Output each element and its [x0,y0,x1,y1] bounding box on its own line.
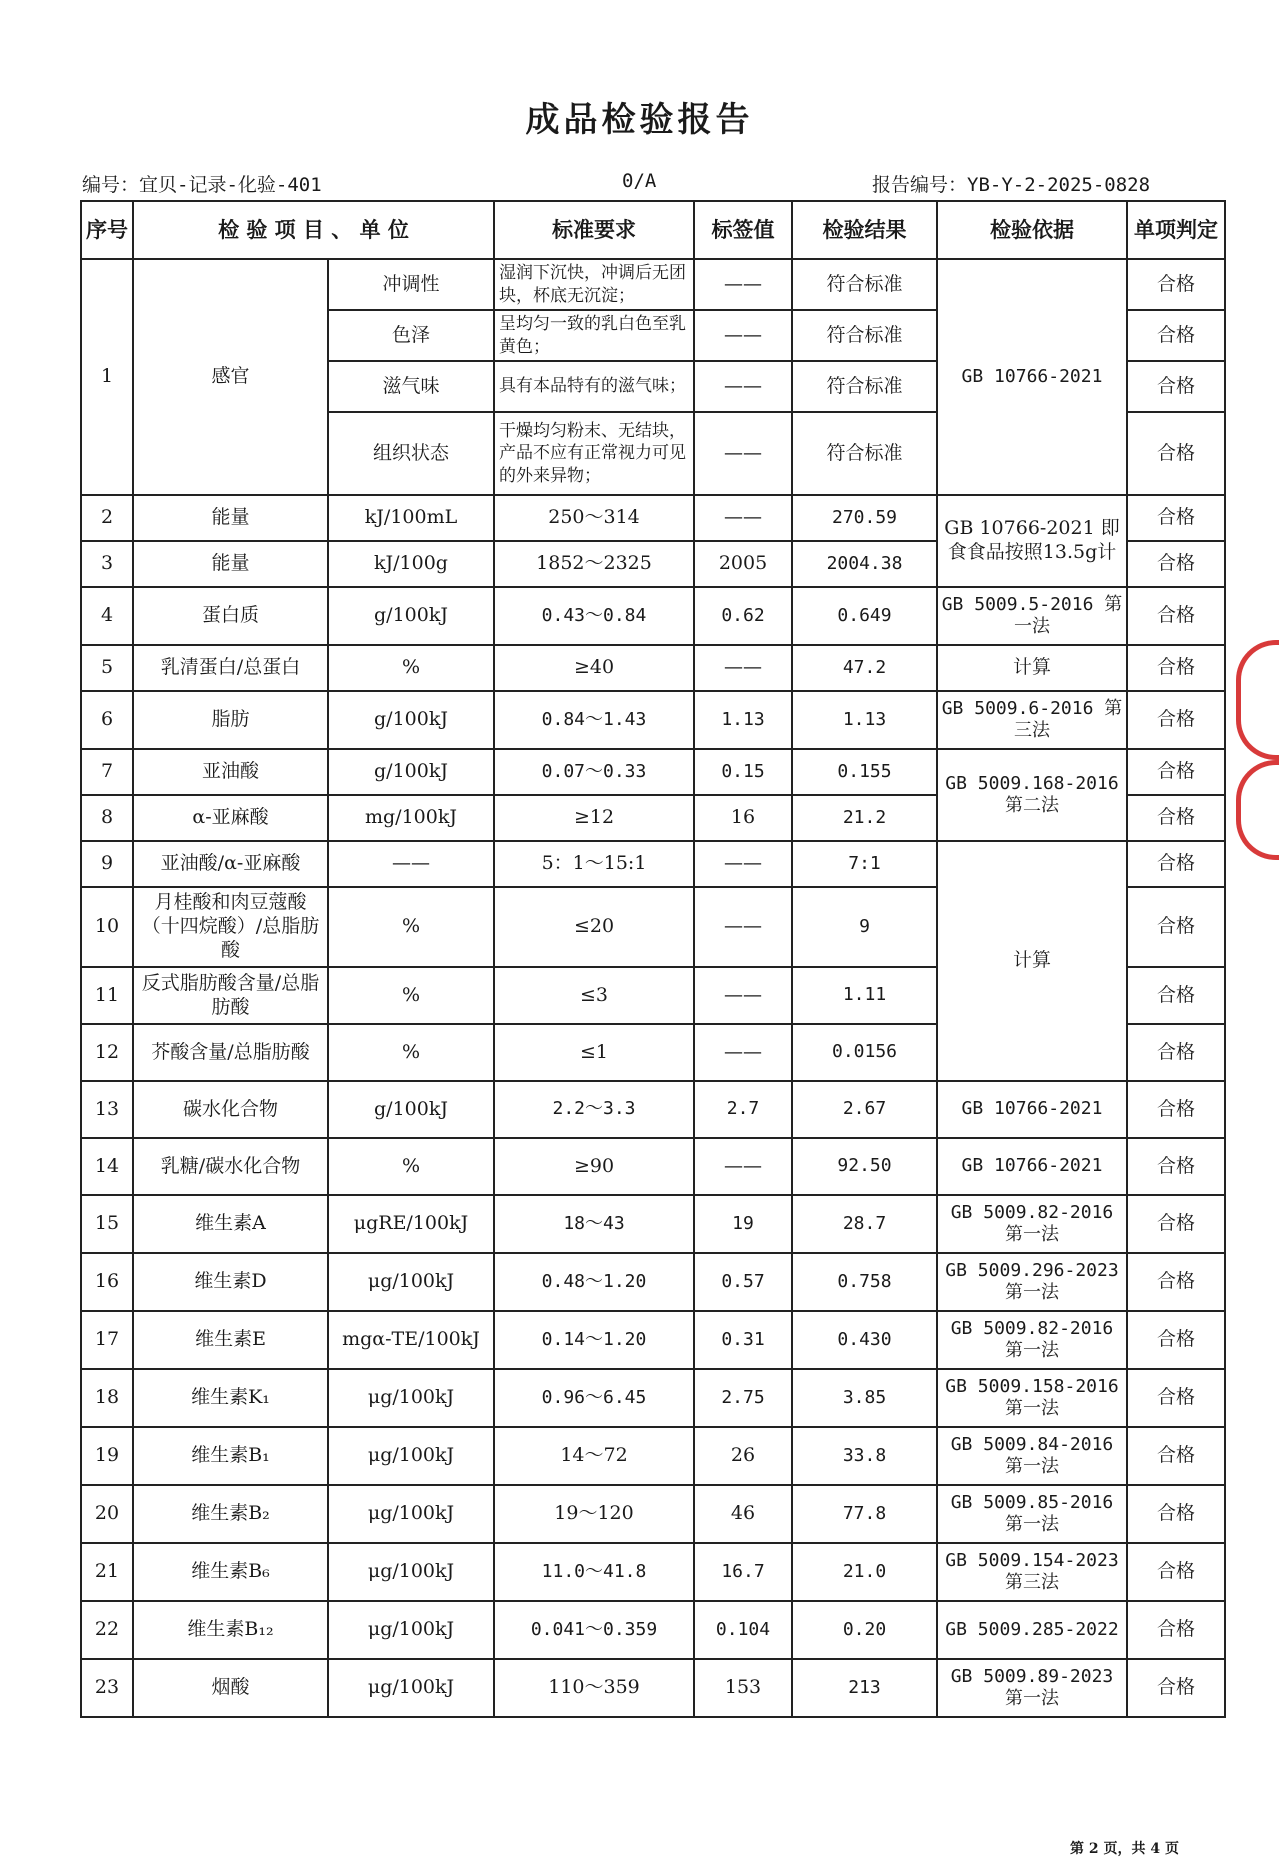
cell-label: —— [694,361,792,412]
cell-std: 0.14～1.20 [494,1311,694,1369]
cell-verdict: 合格 [1127,1543,1225,1601]
cell-unit: μg/100kJ [328,1369,494,1427]
version-label: 0/A [622,170,657,192]
cell-basis: GB 5009.85-2016 第一法 [937,1485,1127,1543]
cell-seq: 15 [81,1195,133,1253]
cell-item-name: 维生素B₁₂ [133,1601,328,1659]
cell-item-name: 能量 [133,541,328,587]
cell-item-name: 维生素D [133,1253,328,1311]
cell-item-name: 烟酸 [133,1659,328,1717]
table-row [81,587,1225,645]
cell-seq: 12 [81,1024,133,1081]
cell-result: 0.155 [792,749,937,795]
cell-basis: 计算 [937,841,1127,1081]
cell-result: 28.7 [792,1195,937,1253]
cell-unit: —— [328,841,494,887]
table-row [81,1485,1225,1543]
cell-result: 0.758 [792,1253,937,1311]
cell-label: —— [694,645,792,691]
cell-unit: μg/100kJ [328,1253,494,1311]
cell-result: 0.430 [792,1311,937,1369]
cell-seq: 10 [81,887,133,967]
cell-basis: GB 10766-2021 即食食品按照13.5g计 [937,495,1127,587]
cell-seq: 16 [81,1253,133,1311]
cell-seq: 21 [81,1543,133,1601]
cell-seq: 22 [81,1601,133,1659]
cell-unit: μg/100kJ [328,1427,494,1485]
cell-verdict: 合格 [1127,887,1225,967]
table-row [81,1311,1225,1369]
cell-result: 9 [792,887,937,967]
cell-label: 0.62 [694,587,792,645]
cell-unit: g/100kJ [328,587,494,645]
cell-std: 18～43 [494,1195,694,1253]
cell-unit: % [328,887,494,967]
cell-label: —— [694,841,792,887]
header-result: 检验结果 [792,201,937,259]
cell-item-name: 碳水化合物 [133,1081,328,1138]
cell-std: 2.2～3.3 [494,1081,694,1138]
cell-std: ≤1 [494,1024,694,1081]
cell-basis: GB 5009.168-2016 第二法 [937,749,1127,841]
cell-seq: 13 [81,1081,133,1138]
record-number: 编号：宜贝-记录-化验-401 [82,174,322,196]
cell-unit: g/100kJ [328,749,494,795]
cell-label: —— [694,310,792,361]
cell-result: 21.2 [792,795,937,841]
cell-label: 0.31 [694,1311,792,1369]
cell-item-name: 维生素B₆ [133,1543,328,1601]
header-item: 检 验 项 目 、 单 位 [133,201,494,259]
cell-result: 0.0156 [792,1024,937,1081]
cell-std: 干燥均匀粉末、无结块，产品不应有正常视力可见的外来异物； [494,412,694,495]
cell-unit: μg/100kJ [328,1659,494,1717]
cell-std: 0.43～0.84 [494,587,694,645]
cell-basis: GB 10766-2021 [937,1138,1127,1195]
cell-seq: 9 [81,841,133,887]
cell-basis: GB 5009.89-2023 第一法 [937,1659,1127,1717]
cell-item-name: 维生素E [133,1311,328,1369]
cell-item-name: 维生素K₁ [133,1369,328,1427]
cell-verdict: 合格 [1127,1081,1225,1138]
cell-label: 0.15 [694,749,792,795]
cell-label: 1.13 [694,691,792,749]
cell-basis: GB 5009.158-2016 第一法 [937,1369,1127,1427]
cell-std: 19～120 [494,1485,694,1543]
header-seq: 序号 [81,201,133,259]
cell-basis: 计算 [937,645,1127,691]
cell-result: 77.8 [792,1485,937,1543]
cell-std: 11.0～41.8 [494,1543,694,1601]
cell-result: 47.2 [792,645,937,691]
cell-item-name: 月桂酸和肉豆蔻酸（十四烷酸）/总脂肪酸 [133,887,328,967]
cell-verdict: 合格 [1127,541,1225,587]
header-basis: 检验依据 [937,201,1127,259]
cell-unit: kJ/100g [328,541,494,587]
header-label: 标签值 [694,201,792,259]
table-row [81,1138,1225,1195]
cell-std: ≥40 [494,645,694,691]
cell-result: 213 [792,1659,937,1717]
cell-seq: 7 [81,749,133,795]
cell-unit: % [328,645,494,691]
cell-std: 0.84～1.43 [494,691,694,749]
cell-result: 1.11 [792,967,937,1024]
cell-label: —— [694,1024,792,1081]
table-row [81,1195,1225,1253]
cell-label: 0.104 [694,1601,792,1659]
cell-std: 湿润下沉快，冲调后无团块，杯底无沉淀； [494,259,694,310]
page-number: 第 2 页，共 4 页 [1070,1841,1179,1857]
cell-basis: GB 5009.6-2016 第三法 [937,691,1127,749]
cell-subitem: 冲调性 [328,259,494,310]
cell-basis: GB 5009.154-2023 第三法 [937,1543,1127,1601]
cell-std: ≤20 [494,887,694,967]
cell-result: 2.67 [792,1081,937,1138]
cell-item-name: 反式脂肪酸含量/总脂肪酸 [133,967,328,1024]
cell-result: 0.649 [792,587,937,645]
cell-unit: μg/100kJ [328,1543,494,1601]
cell-item-name: 维生素A [133,1195,328,1253]
cell-seq: 8 [81,795,133,841]
cell-item-name: 蛋白质 [133,587,328,645]
cell-result: 3.85 [792,1369,937,1427]
cell-unit: g/100kJ [328,691,494,749]
cell-unit: μg/100kJ [328,1601,494,1659]
cell-unit: kJ/100mL [328,495,494,541]
cell-item-name: 乳清蛋白/总蛋白 [133,645,328,691]
cell-seq: 18 [81,1369,133,1427]
cell-seq: 4 [81,587,133,645]
cell-basis: GB 10766-2021 [937,1081,1127,1138]
cell-result: 33.8 [792,1427,937,1485]
cell-result: 270.59 [792,495,937,541]
cell-label: —— [694,259,792,310]
cell-label: 16.7 [694,1543,792,1601]
table-row [81,749,1225,795]
cell-verdict: 合格 [1127,795,1225,841]
cell-verdict: 合格 [1127,259,1225,310]
cell-item-name: 乳糖/碳水化合物 [133,1138,328,1195]
report-title: 成品检验报告 [525,100,754,140]
cell-seq: 19 [81,1427,133,1485]
cell-label: 153 [694,1659,792,1717]
cell-seq: 20 [81,1485,133,1543]
cell-verdict: 合格 [1127,1138,1225,1195]
cell-unit: % [328,1138,494,1195]
cell-verdict: 合格 [1127,1253,1225,1311]
cell-verdict: 合格 [1127,841,1225,887]
cell-result: 符合标准 [792,310,937,361]
cell-verdict: 合格 [1127,412,1225,495]
red-seal-stamp [1236,640,1279,760]
cell-std: 0.96～6.45 [494,1369,694,1427]
cell-std: 具有本品特有的滋气味； [494,361,694,412]
cell-label: 2.75 [694,1369,792,1427]
cell-label: 0.57 [694,1253,792,1311]
cell-seq: 11 [81,967,133,1024]
red-seal-stamp [1236,760,1279,860]
cell-verdict: 合格 [1127,691,1225,749]
cell-seq: 3 [81,541,133,587]
cell-result: 2004.38 [792,541,937,587]
cell-std: 110～359 [494,1659,694,1717]
cell-std: 14～72 [494,1427,694,1485]
cell-label: —— [694,1138,792,1195]
cell-label: 26 [694,1427,792,1485]
cell-std: ≥90 [494,1138,694,1195]
cell-item-name: 脂肪 [133,691,328,749]
cell-result: 0.20 [792,1601,937,1659]
cell-verdict: 合格 [1127,1024,1225,1081]
cell-unit: g/100kJ [328,1081,494,1138]
cell-label: 2.7 [694,1081,792,1138]
cell-item-name: 维生素B₂ [133,1485,328,1543]
table-row [81,841,1225,887]
cell-basis: GB 5009.82-2016 第一法 [937,1195,1127,1253]
cell-verdict: 合格 [1127,1369,1225,1427]
table-row [81,1427,1225,1485]
cell-basis: GB 10766-2021 [937,259,1127,495]
cell-subitem: 组织状态 [328,412,494,495]
cell-result: 92.50 [792,1138,937,1195]
header-verdict: 单项判定 [1127,201,1225,259]
cell-verdict: 合格 [1127,1311,1225,1369]
cell-verdict: 合格 [1127,1601,1225,1659]
cell-seq: 17 [81,1311,133,1369]
cell-verdict: 合格 [1127,1195,1225,1253]
cell-label: 46 [694,1485,792,1543]
cell-item-name: 亚油酸 [133,749,328,795]
cell-verdict: 合格 [1127,310,1225,361]
table-row [81,645,1225,691]
cell-verdict: 合格 [1127,1659,1225,1717]
cell-label: 16 [694,795,792,841]
cell-unit: mg/100kJ [328,795,494,841]
cell-label: 2005 [694,541,792,587]
cell-verdict: 合格 [1127,749,1225,795]
cell-label: 19 [694,1195,792,1253]
cell-result: 符合标准 [792,361,937,412]
table-row [81,495,1225,541]
cell-item-name: 维生素B₁ [133,1427,328,1485]
report-number: 报告编号：YB-Y-2-2025-0828 [872,174,1151,196]
cell-seq: 6 [81,691,133,749]
cell-std: 5：1～15:1 [494,841,694,887]
cell-seq: 5 [81,645,133,691]
cell-verdict: 合格 [1127,495,1225,541]
cell-std: ≥12 [494,795,694,841]
header-std: 标准要求 [494,201,694,259]
cell-verdict: 合格 [1127,587,1225,645]
cell-unit: % [328,1024,494,1081]
table-row [81,1659,1225,1717]
inspection-table [80,200,1226,1718]
cell-item-name: 芥酸含量/总脂肪酸 [133,1024,328,1081]
cell-label: —— [694,495,792,541]
cell-verdict: 合格 [1127,645,1225,691]
cell-verdict: 合格 [1127,361,1225,412]
cell-item-name: 能量 [133,495,328,541]
cell-std: 呈均匀一致的乳白色至乳黄色； [494,310,694,361]
cell-subitem: 色泽 [328,310,494,361]
cell-basis: GB 5009.84-2016 第一法 [937,1427,1127,1485]
table-row [81,1543,1225,1601]
cell-std: 1852～2325 [494,541,694,587]
table-row [81,1369,1225,1427]
cell-seq: 1 [81,259,133,495]
table-row [81,259,1225,310]
table-row [81,691,1225,749]
cell-verdict: 合格 [1127,967,1225,1024]
header-row [81,201,1225,259]
cell-seq: 2 [81,495,133,541]
cell-result: 符合标准 [792,412,937,495]
cell-unit: μgRE/100kJ [328,1195,494,1253]
cell-basis: GB 5009.82-2016 第一法 [937,1311,1127,1369]
cell-std: 0.041～0.359 [494,1601,694,1659]
cell-basis: GB 5009.5-2016 第一法 [937,587,1127,645]
cell-result: 7:1 [792,841,937,887]
table-row [81,1081,1225,1138]
cell-subitem: 滋气味 [328,361,494,412]
cell-label: —— [694,887,792,967]
cell-label: —— [694,967,792,1024]
cell-unit: mgα-TE/100kJ [328,1311,494,1369]
cell-result: 21.0 [792,1543,937,1601]
cell-item-name: 亚油酸/α-亚麻酸 [133,841,328,887]
table-row [81,1601,1225,1659]
cell-verdict: 合格 [1127,1427,1225,1485]
table-row [81,1253,1225,1311]
cell-unit: μg/100kJ [328,1485,494,1543]
cell-item-name: 感官 [133,259,328,495]
cell-basis: GB 5009.285-2022 [937,1601,1127,1659]
cell-std: ≤3 [494,967,694,1024]
cell-std: 0.48～1.20 [494,1253,694,1311]
cell-label: —— [694,412,792,495]
cell-unit: % [328,967,494,1024]
cell-result: 符合标准 [792,259,937,310]
cell-std: 250～314 [494,495,694,541]
cell-std: 0.07～0.33 [494,749,694,795]
cell-seq: 14 [81,1138,133,1195]
cell-seq: 23 [81,1659,133,1717]
cell-basis: GB 5009.296-2023 第一法 [937,1253,1127,1311]
cell-verdict: 合格 [1127,1485,1225,1543]
cell-result: 1.13 [792,691,937,749]
cell-item-name: α-亚麻酸 [133,795,328,841]
